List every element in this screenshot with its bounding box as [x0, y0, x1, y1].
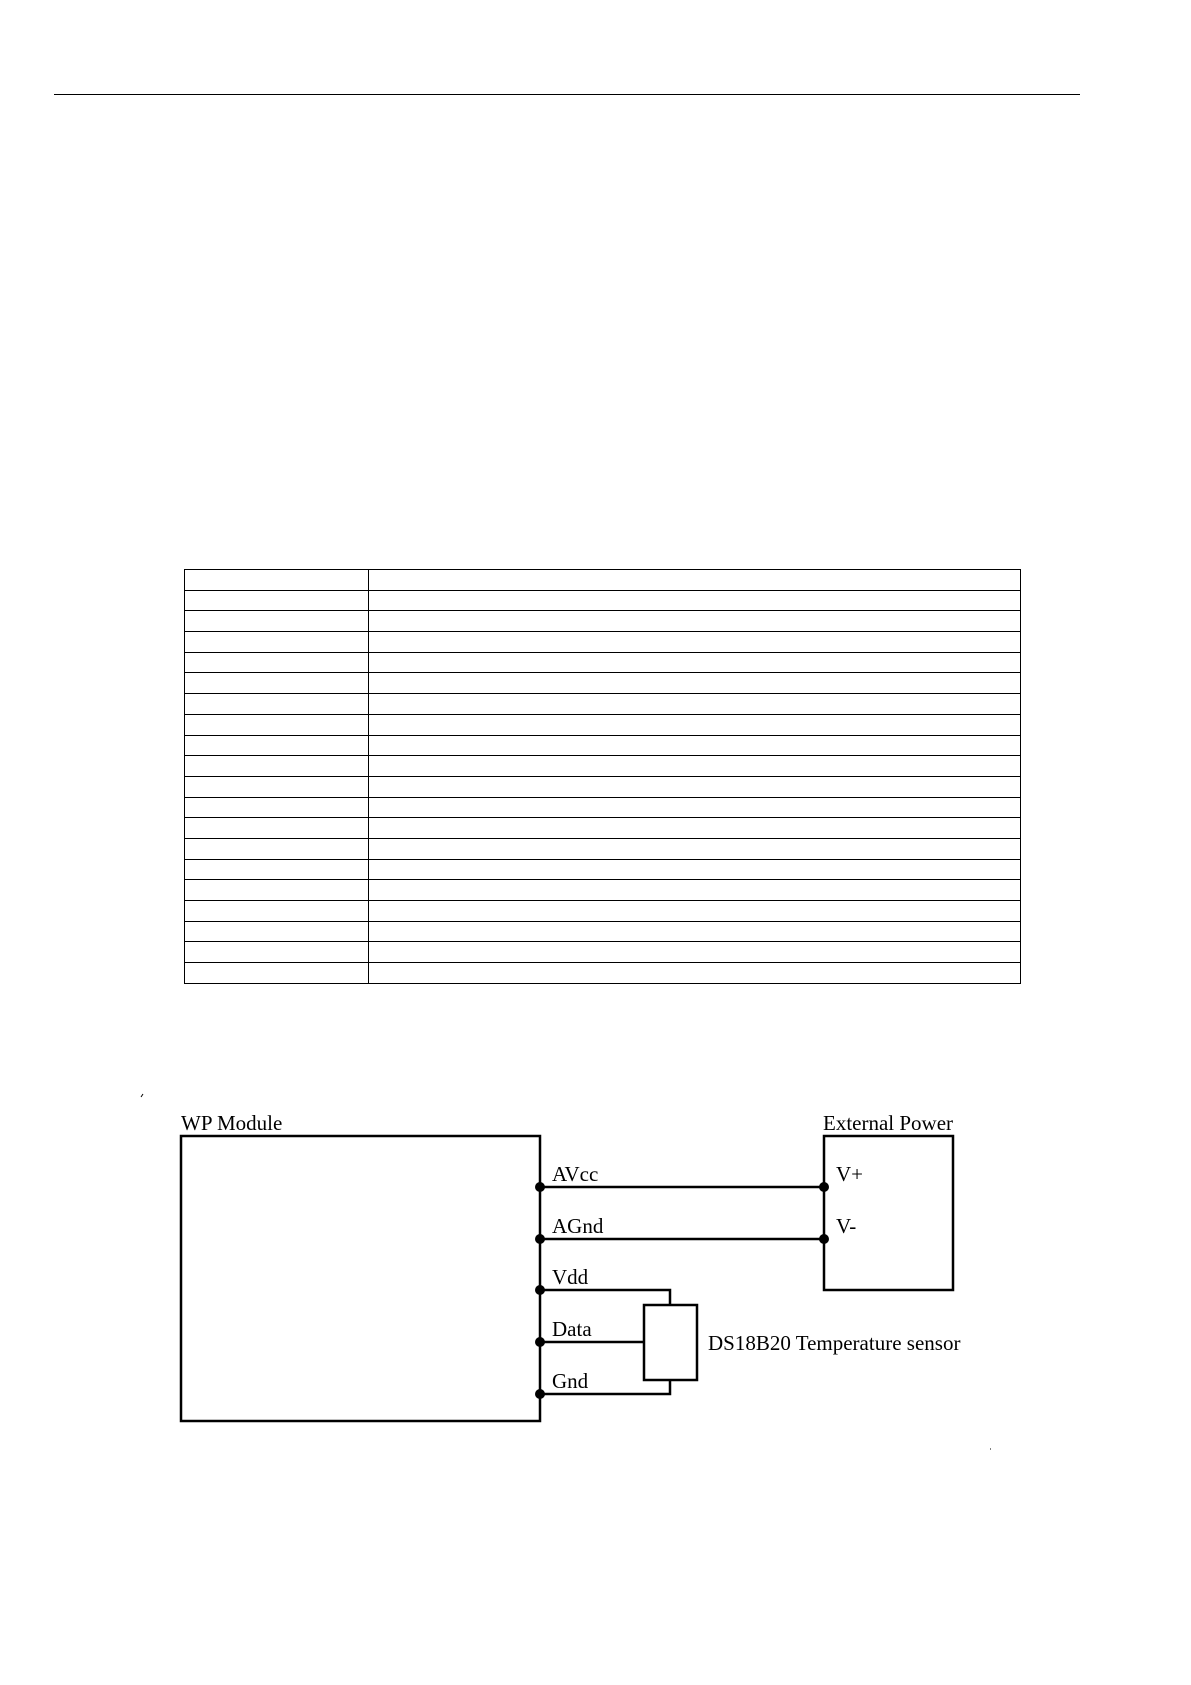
vminus-node: [819, 1234, 829, 1244]
vminus-label: V-: [836, 1214, 857, 1238]
avcc-label: AVcc: [552, 1162, 599, 1186]
vplus-label: V+: [836, 1162, 864, 1186]
ds18b20-sensor-label: DS18B20 Temperature sensor: [708, 1331, 961, 1355]
stray-mark: [141, 1094, 143, 1097]
external-power-box: [824, 1136, 953, 1290]
ds18b20-sensor-box: [644, 1305, 697, 1380]
vdd-wire: [540, 1290, 670, 1305]
external-power-label: External Power: [823, 1111, 954, 1135]
data-label: Data: [552, 1317, 592, 1341]
wp-module-label: WP Module: [181, 1111, 283, 1135]
gnd-label: Gnd: [552, 1369, 589, 1393]
agnd-node: [535, 1234, 545, 1244]
avcc-node: [535, 1182, 545, 1192]
vdd-label: Vdd: [552, 1265, 589, 1289]
data-node: [535, 1337, 545, 1347]
agnd-label: AGnd: [552, 1214, 604, 1238]
gnd-node: [535, 1389, 545, 1399]
vplus-node: [819, 1182, 829, 1192]
vdd-node: [535, 1285, 545, 1295]
wp-module-box: [181, 1136, 540, 1421]
